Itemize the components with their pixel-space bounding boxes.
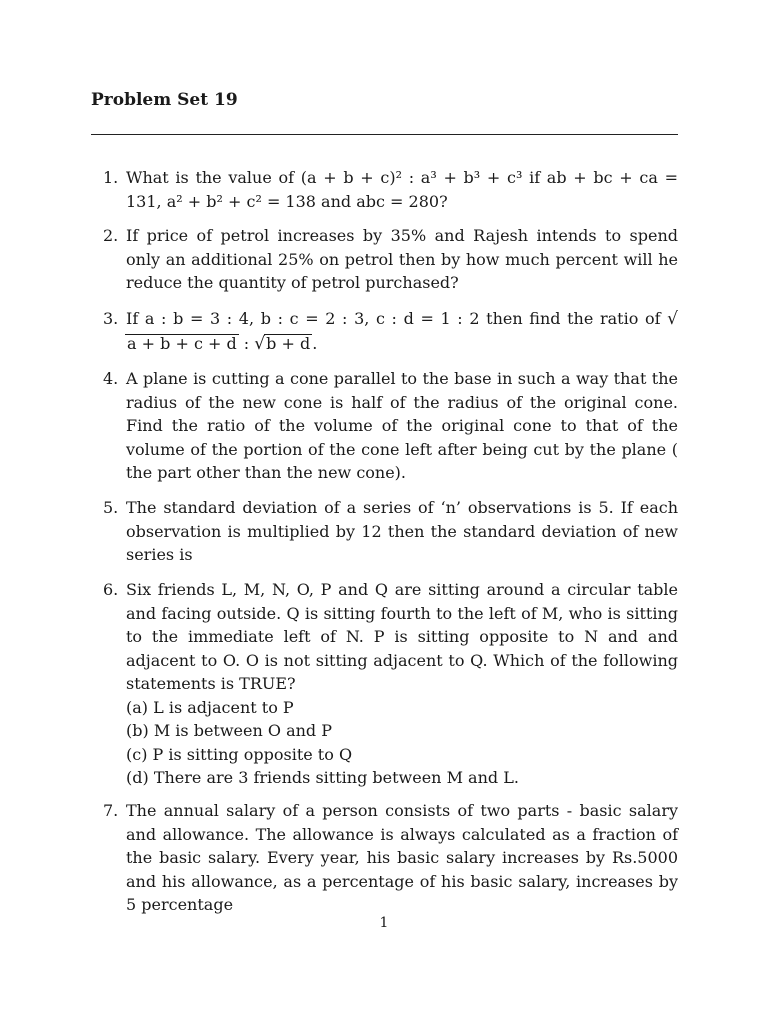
page-title: Problem Set 19 — [91, 90, 238, 110]
question-text: What is the value of (a + b + c)² : a³ + b³ + c³ if ab + bc + ca = 131, a² + b² + c² = 138 and abc = 280? — [126, 168, 678, 211]
option-b: (b) M is between O and P — [126, 721, 332, 740]
question-7 — [103, 799, 678, 917]
question-number: 5. — [103, 498, 119, 517]
question-number: 4. — [103, 369, 119, 388]
question-number: 3. — [103, 309, 119, 328]
title-divider — [91, 134, 678, 135]
question-number: 6. — [103, 580, 119, 599]
question-6 — [103, 578, 678, 790]
question-text — [126, 307, 678, 356]
question-text: Six friends L, M, N, O, P and Q are sitting around a circular table and facing outside. Q is sitting fourth to the left of M, who is sitting to the immediate left of N. P is sitting opposite to N and and adjacent to O. O is not sitting adjacent to Q. Which of the following statements is TRUE? — [126, 580, 678, 693]
question-text: The standard deviation of a series of ‘n’ observations is 5. If each observation is multiplied by 12 then the standard deviation of new series is — [126, 498, 678, 564]
question-4 — [103, 367, 678, 485]
question-1 — [103, 166, 678, 213]
page-number: 1 — [379, 915, 389, 931]
question-2 — [103, 224, 678, 295]
question-3 — [103, 307, 679, 356]
option-d: (d) There are 3 friends sitting between M and L. — [126, 768, 519, 787]
radicand-1: a + b + c + d — [127, 333, 237, 353]
question-text-tail: . — [312, 333, 318, 353]
question-text-lead: If a : b = 3 : 4, b : c = 2 : 3, c : d = 1 : 2 then find the ratio of — [126, 309, 661, 328]
question-number: 1. — [103, 168, 119, 187]
question-number: 2. — [103, 226, 119, 245]
radical-sign: √ — [254, 333, 266, 354]
ratio-separator: : — [238, 333, 255, 353]
radical-sign: √ — [667, 309, 679, 329]
question-5 — [103, 496, 678, 567]
radicand-2: b + d — [266, 333, 311, 353]
option-a: (a) L is adjacent to P — [126, 697, 294, 717]
question-text: The annual salary of a person consists of two parts - basic salary and allowance. The allowance is always calculated as a fraction of the basic salary. Every year, his basic salary increases by Rs.5000 and his allowance, as a percentage of his basic salary, increases by 5 percentage — [126, 801, 678, 914]
question-text: A plane is cutting a cone parallel to the base in such a way that the radius of the new cone is half of the radius of the original cone. Find the ratio of the volume of the original cone to that of the volume of the portion of the cone left after being cut by the plane ( the part other than the new cone). — [126, 369, 678, 482]
option-c: (c) P is sitting opposite to Q — [126, 744, 353, 764]
question-text: If price of petrol increases by 35% and Rajesh intends to spend only an additional 25% on petrol then by how much percent will he reduce the quantity of petrol purchased? — [126, 226, 678, 292]
question-number: 7. — [103, 801, 119, 820]
